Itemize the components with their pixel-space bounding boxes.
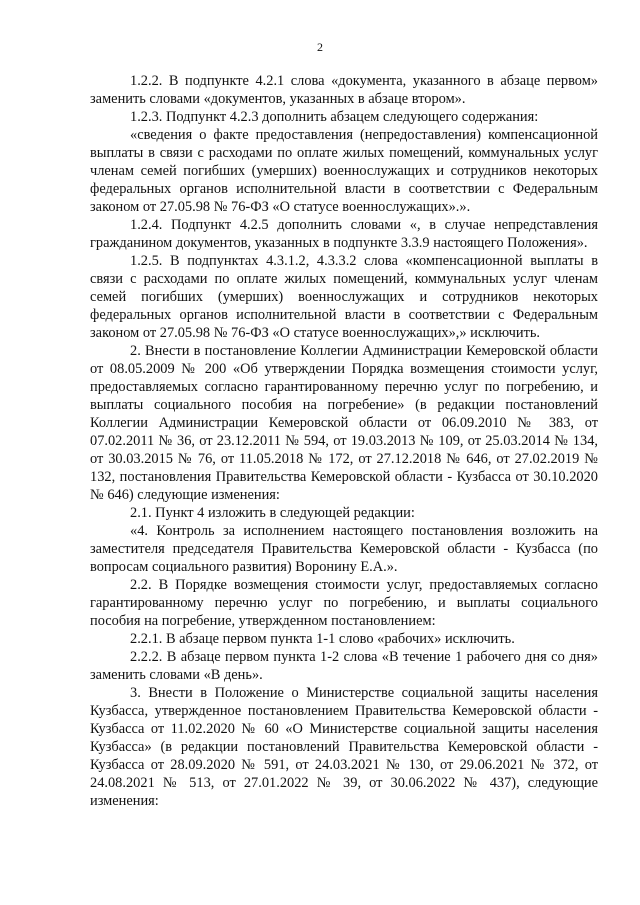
paragraph-1-2-2: 1.2.2. В подпункте 4.2.1 слова «документа, указанного в абзаце первом» заменить словами «документов, указанных в абзаце втором».	[90, 73, 598, 107]
paragraph-2-2: 2.2. В Порядке возмещения стоимости услуг, предоставляемых согласно гарантированному перечню услуг по погребению, и выплаты социального пособия на погребение, утвержденном постановлением:	[90, 577, 598, 629]
document-body	[90, 72, 598, 810]
paragraph-2-1: 2.1. Пункт 4 изложить в следующей редакции:	[130, 505, 415, 521]
paragraph-3: 3. Внести в Положение о Министерстве социальной защиты населения Кузбасса, утвержденное постановлением Правительства Кемеровской области - Кузбасса от 11.02.2020 № 60 «О Министерстве социальной защиты населения Кузбасса» (в редакции постановлений Правительства Кемеровской области - Кузбасса от 28.09.2020 № 591, от 24.03.2021 № 130, от 29.06.2021 № 372, от 24.08.2021 № 513, от 27.01.2022 № 39, от 30.06.2022 № 437), следующие изменения:	[90, 685, 598, 809]
paragraph-1-2-5: 1.2.5. В подпунктах 4.3.1.2, 4.3.3.2 слова «компенсационной выплаты в связи с расходами по оплате жилых помещений, коммунальных услуг членам семей погибших (умерших) военнослужащих и сотрудников некоторых федеральных органов исполнительной власти в соответствии с Федеральным законом от 27.05.98 № 76-ФЗ «О статусе военнослужащих»,» исключить.	[90, 253, 598, 341]
page-number: 2	[317, 40, 323, 54]
paragraph-2: 2. Внести в постановление Коллегии Администрации Кемеровской области от 08.05.2009 № 200 «Об утверждении Порядка возмещения стоимости услуг, предоставляемых согласно гарантированному перечню услуг по погребению, и выплаты социального пособия на погребение» (в редакции постановлений Коллегии Администрации Кемеровской области от 06.09.2010 № 383, от 07.02.2011 № 36, от 23.12.2011 № 594, от 19.03.2013 № 109, от 25.03.2014 № 134, от 30.03.2015 № 76, от 11.05.2018 № 172, от 27.12.2018 № 646, от 27.02.2019 № 132, постановления Правительства Кемеровской области - Кузбасса от 30.10.2020 № 646) следующие изменения:	[90, 343, 598, 503]
paragraph-quote-svedeniya: «сведения о факте предоставления (непредоставления) компенсационной выплаты в связи с расходами по оплате жилых помещений, коммунальных услуг членам семей погибших (умерших) военнослужащих и сотрудников некоторых федеральных органов исполнительной власти в соответствии с Федеральным законом от 27.05.98 № 76-ФЗ «О статусе военнослужащих».».	[90, 127, 598, 215]
paragraph-1-2-4: 1.2.4. Подпункт 4.2.5 дополнить словами «, в случае непредставления гражданином документов, указанных в подпункте 3.3.9 настоящего Положения».	[90, 217, 598, 251]
paragraph-2-2-2: 2.2.2. В абзаце первом пункта 1-2 слова «В течение 1 рабочего дня со дня» заменить словами «В день».	[90, 649, 598, 683]
paragraph-2-2-1: 2.2.1. В абзаце первом пункта 1-1 слово «рабочих» исключить.	[130, 631, 515, 647]
paragraph-1-2-3: 1.2.3. Подпункт 4.2.3 дополнить абзацем следующего содержания:	[130, 109, 539, 125]
paragraph-quote-4: «4. Контроль за исполнением настоящего постановления возложить на заместителя председателя Правительства Кемеровской области - Кузбасса (по вопросам социального развития) Воронину Е.А.».	[90, 523, 598, 575]
